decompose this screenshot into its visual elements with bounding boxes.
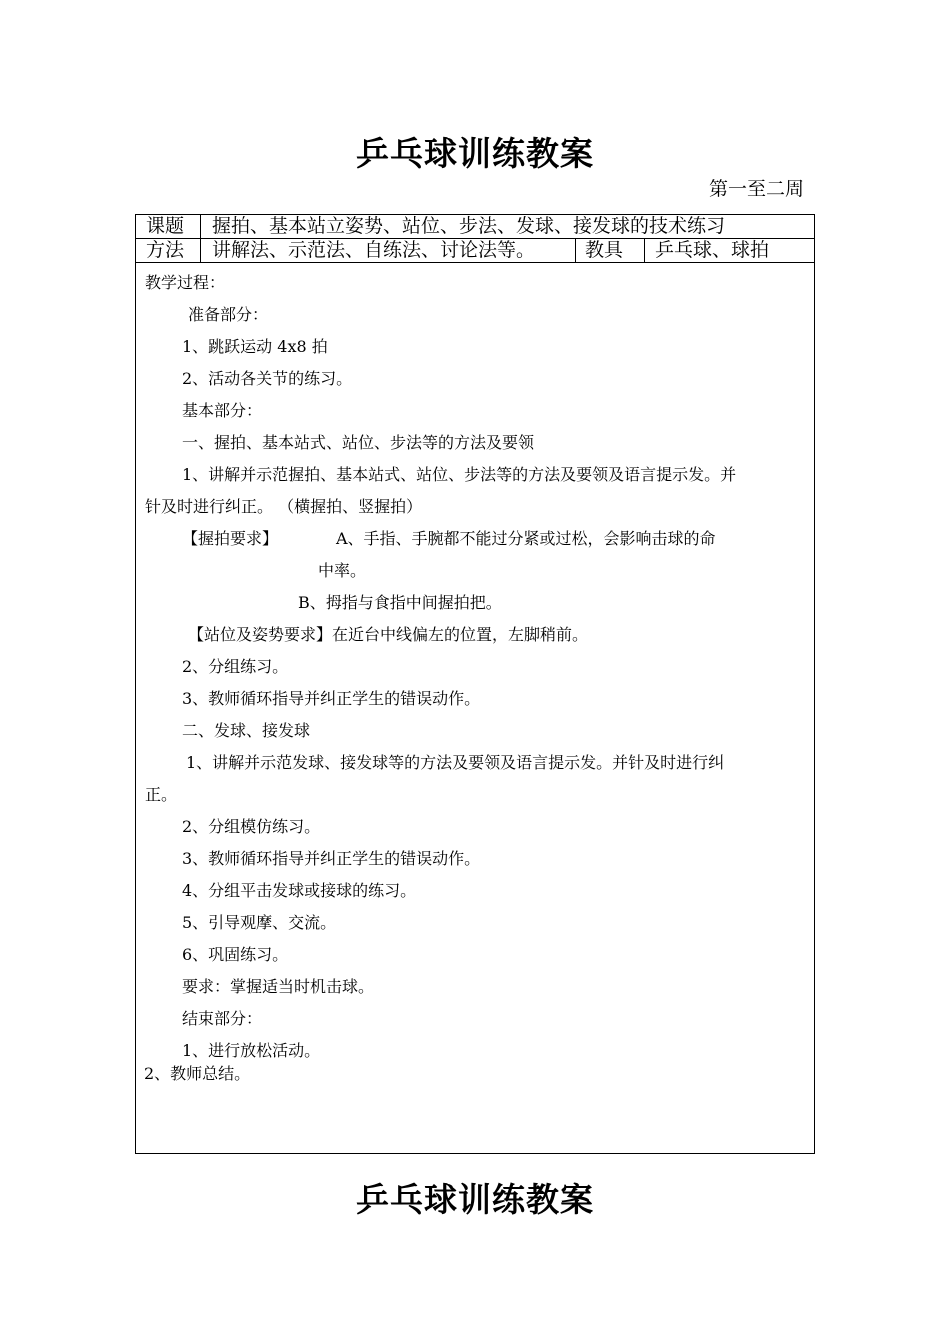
topic-row bbox=[136, 215, 814, 239]
section-1-heading: 一、握拍、基本站式、站位、步法等的方法及要领 bbox=[182, 433, 535, 452]
week-label: 第一至二周 bbox=[708, 178, 804, 200]
column-divider bbox=[575, 239, 576, 262]
section-1-paragraph-line-2: 针及时进行纠正。 （横握拍、竖握拍） bbox=[145, 497, 423, 516]
page-title: 乒乓球训练教案 bbox=[356, 134, 594, 173]
topic-value: 握拍、基本站立姿势、站位、步法、发球、接发球的技术练习 bbox=[212, 215, 726, 237]
section-1-item-3: 3、教师循环指导并纠正学生的错误动作。 bbox=[182, 689, 481, 708]
section-1-item-2: 2、分组练习。 bbox=[182, 657, 289, 676]
method-label: 方法 bbox=[146, 239, 185, 261]
end-heading: 结束部分： bbox=[182, 1009, 263, 1028]
section-2-paragraph-line-1: 1、讲解并示范发球、接发球等的方法及要领及语言提示发。并针及时进行纠 bbox=[186, 753, 725, 772]
prep-item-2: 2、活动各关节的练习。 bbox=[182, 369, 353, 388]
end-item-2: 2、教师总结。 bbox=[144, 1064, 251, 1083]
basic-heading: 基本部分： bbox=[182, 401, 263, 420]
tools-value: 乒乓球、球拍 bbox=[655, 239, 770, 261]
section-2-item-6: 6、巩固练习。 bbox=[182, 945, 289, 964]
stance-requirement: 【站位及姿势要求】在近台中线偏左的位置，左脚稍前。 bbox=[188, 625, 589, 644]
requirement-note: 要求：掌握适当时机击球。 bbox=[182, 977, 375, 996]
tools-label: 教具 bbox=[585, 239, 624, 261]
section-2-item-4: 4、分组平击发球或接球的练习。 bbox=[182, 881, 417, 900]
topic-label: 课题 bbox=[146, 215, 185, 237]
method-row bbox=[136, 239, 814, 263]
lesson-plan-table bbox=[135, 214, 815, 1154]
grip-requirement-a-line-1: A、手指、手腕都不能过分紧或过松，会影响击球的命 bbox=[336, 529, 716, 548]
column-divider bbox=[200, 215, 201, 238]
section-2-heading: 二、发球、接发球 bbox=[182, 721, 311, 740]
section-2-paragraph-line-2: 正。 bbox=[145, 785, 178, 804]
section-1-paragraph-line-1: 1、讲解并示范握拍、基本站式、站位、步法等的方法及要领及语言提示发。并 bbox=[182, 465, 737, 484]
grip-requirement-b: B、拇指与食指中间握拍把。 bbox=[298, 593, 502, 612]
section-2-item-3: 3、教师循环指导并纠正学生的错误动作。 bbox=[182, 849, 481, 868]
section-2-item-5: 5、引导观摩、交流。 bbox=[182, 913, 337, 932]
next-page-title: 乒乓球训练教案 bbox=[356, 1180, 594, 1219]
prep-item-1: 1、跳跃运动 4x8 拍 bbox=[182, 337, 328, 356]
method-value: 讲解法、示范法、自练法、讨论法等。 bbox=[212, 239, 536, 261]
column-divider bbox=[200, 239, 201, 262]
grip-requirement-label: 【握拍要求】 bbox=[182, 529, 279, 548]
process-heading: 教学过程： bbox=[145, 273, 226, 292]
prep-heading: 准备部分： bbox=[188, 305, 269, 324]
column-divider bbox=[644, 239, 645, 262]
grip-requirement-a-line-2: 中率。 bbox=[318, 561, 367, 580]
section-2-item-2: 2、分组模仿练习。 bbox=[182, 817, 321, 836]
end-item-1: 1、进行放松活动。 bbox=[182, 1041, 321, 1060]
